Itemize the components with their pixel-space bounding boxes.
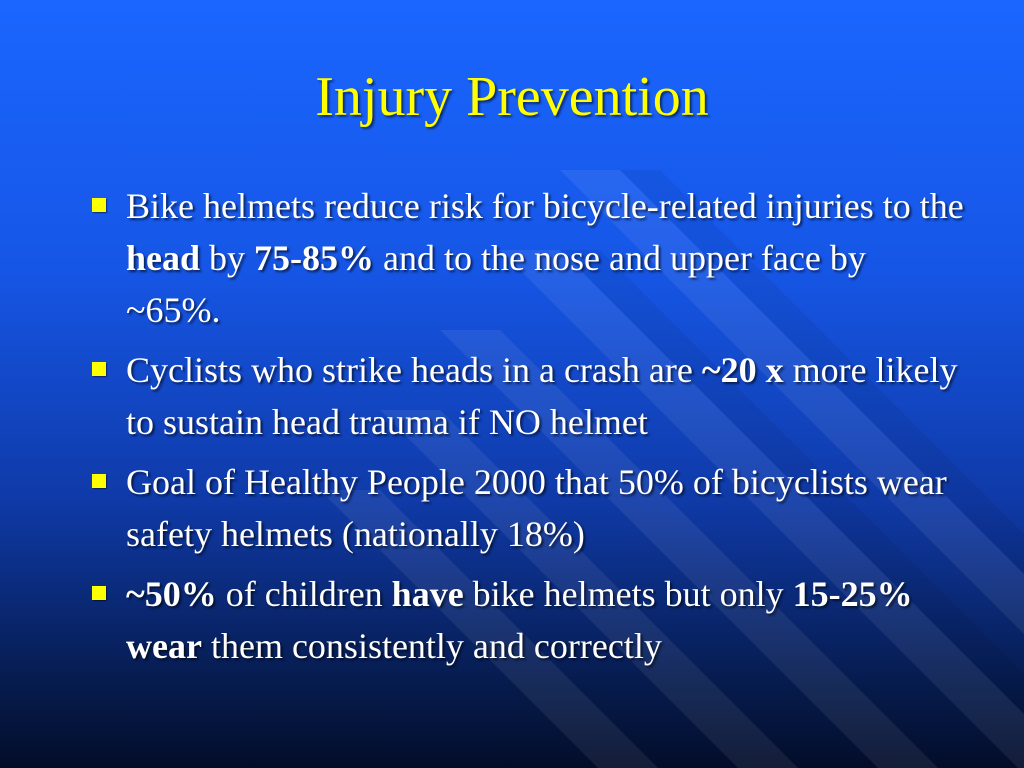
square-bullet-icon: [92, 586, 106, 600]
square-bullet-icon: [92, 362, 106, 376]
bullet-text: Goal of Healthy People 2000 that 50% of bicyclists wear safety helmets (nationally 18%): [126, 462, 947, 554]
bullet-item: [88, 180, 968, 336]
bullet-list: [88, 180, 968, 680]
bullet-text: Cyclists who strike heads in a crash are ~20 x more likely to sustain head trauma if NO helmet: [126, 350, 958, 442]
bullet-item: [88, 344, 968, 448]
bullet-text: Bike helmets reduce risk for bicycle-related injuries to the head by 75-85% and to the nose and upper face by ~65%.: [126, 186, 964, 330]
bullet-item: [88, 456, 968, 560]
slide-title: Injury Prevention: [315, 66, 709, 128]
square-bullet-icon: [92, 198, 106, 212]
bullet-item: [88, 568, 968, 672]
bullet-text: ~50% of children have bike helmets but only 15-25% wear them consistently and correctly: [126, 574, 913, 666]
square-bullet-icon: [92, 474, 106, 488]
